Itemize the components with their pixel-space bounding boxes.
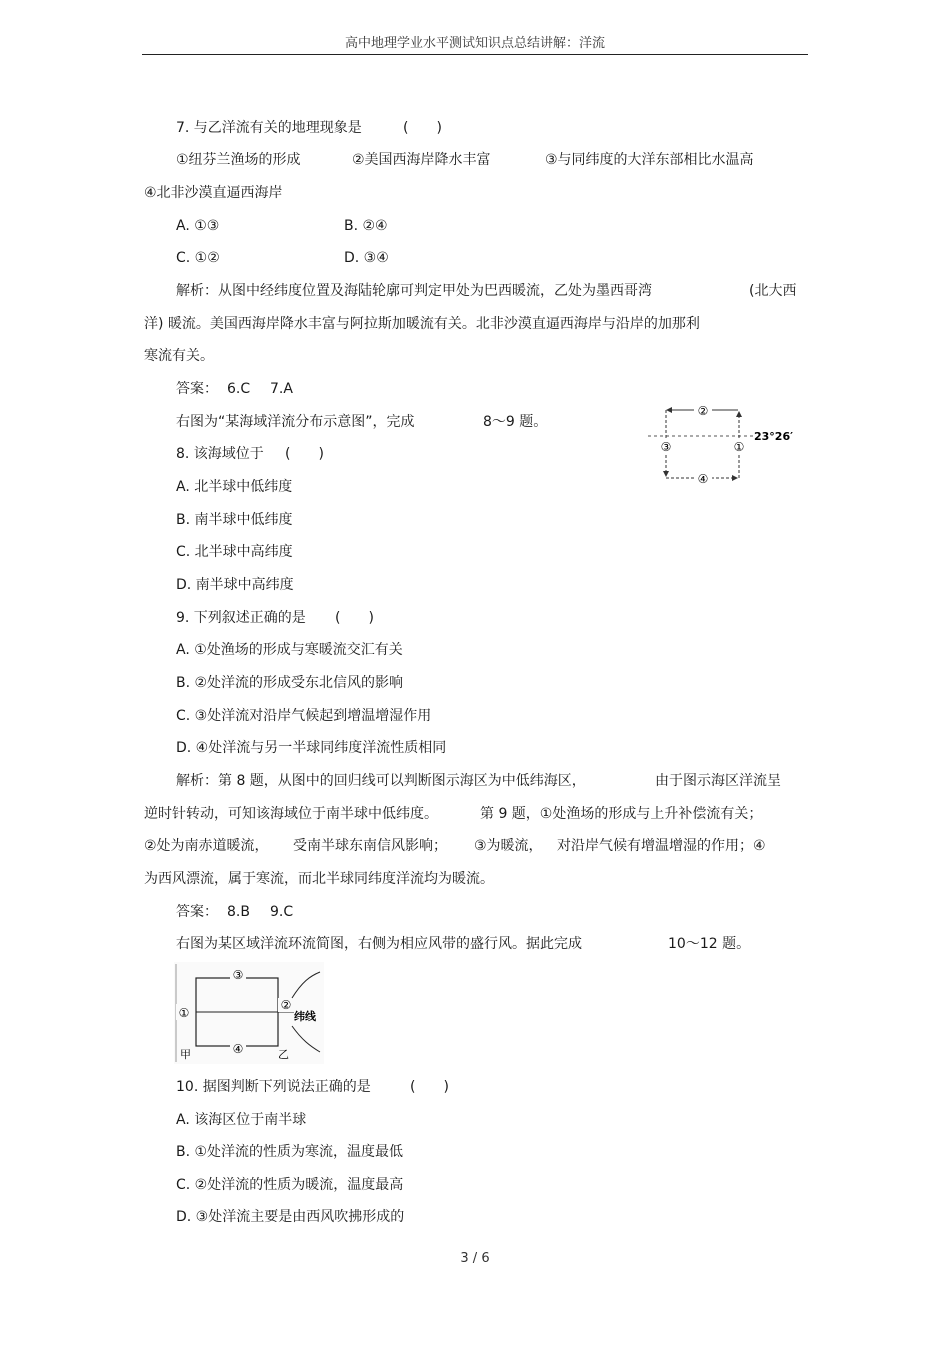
explanation-8-9-line-3b: 受南半球东南信风影响； [293,838,447,854]
q8-paren: ( ) [285,446,324,462]
ocean-gyre-diagram-2 [174,962,324,1064]
explanation-6-7-line-1: 解析：从图中经纬度位置及海陆轮廓可判定甲处为巴西暖流，乙处为墨西哥湾 [176,283,652,299]
q8-option-d: D. 南半球中高纬度 [176,577,294,593]
q7-statement-2: ②美国西海岸降水丰富 [352,152,491,168]
gyre-label-4: ④ [232,1042,244,1056]
q7-paren: ( ) [403,120,442,136]
current-4-label: ④ [697,472,709,486]
q10-option-a: A. 该海区位于南半球 [176,1112,307,1128]
q7-option-b: B. ②④ [344,218,388,234]
q9-option-a: A. ①处渔场的形成与寒暖流交汇有关 [176,642,403,658]
answer-9: 9.C [270,904,294,920]
current-2-label: ② [697,404,709,418]
explanation-8-9-line-2: 逆时针转动，可知该海域位于南半球中低纬度。 [144,806,438,822]
gyre-label-yi: 乙 [278,1048,289,1061]
q7-statement-4: ④北非沙漠直逼西海岸 [144,185,283,201]
current-3-label: ③ [660,440,672,454]
intro-10-12-range: 10～12 题。 [668,936,751,952]
q7-statement-3: ③与同纬度的大洋东部相比水温高 [545,152,754,168]
explanation-8-9-line-3c: ③为暖流， [474,838,543,854]
q9-option-b: B. ②处洋流的形成受东北信风的影响 [176,675,404,691]
q8-stem: 8. 该海域位于 [176,446,264,462]
q9-stem: 9. 下列叙述正确的是 [176,610,306,626]
explanation-8-9-line-3d: 对沿岸气候有增温增湿的作用；④ [557,838,766,854]
latitude-label: 23°26′ [754,430,794,443]
q10-option-d: D. ③处洋流主要是由西风吹拂形成的 [176,1209,405,1225]
answer-6: 6.C [227,381,251,397]
header-rule [142,54,808,55]
intro-8-9-range: 8～9 题。 [483,414,548,430]
intro-10-12: 右图为某区域洋流环流简图，右侧为相应风带的盛行风。据此完成 [176,936,582,952]
explanation-6-7-line-1-tail: (北大西 [749,283,797,299]
q7-option-d: D. ③④ [344,250,389,266]
q7-statement-1: ①纽芬兰渔场的形成 [176,152,301,168]
explanation-6-7-line-3: 寒流有关。 [144,348,214,364]
explanation-8-9-line-4: 为西风漂流，属于寒流，而北半球同纬度洋流均为暖流。 [144,871,494,887]
answer-7: 7.A [270,381,293,397]
intro-8-9: 右图为“某海域洋流分布示意图”，完成 [176,414,415,430]
latitude-text: 纬线 [294,1010,316,1023]
q10-paren: ( ) [410,1079,449,1095]
q10-option-c: C. ②处洋流的性质为暖流，温度最高 [176,1177,404,1193]
q9-option-d: D. ④处洋流与另一半球同纬度洋流性质相同 [176,740,447,756]
answer-6-7-label: 答案： [176,381,218,397]
gyre-label-3: ③ [232,968,244,982]
ocean-current-diagram-1 [646,402,806,490]
explanation-8-9-line-3a: ②处为南赤道暖流， [144,838,269,854]
q7-stem: 7. 与乙洋流有关的地理现象是 [176,120,362,136]
explanation-8-9-line-1: 解析：第 8 题，从图中的回归线可以判断图示海区为中低纬海区， [176,773,586,789]
gyre-label-jia: 甲 [180,1048,191,1061]
q9-option-c: C. ③处洋流对沿岸气候起到增温增湿作用 [176,708,432,724]
q10-option-b: B. ①处洋流的性质为寒流，温度最低 [176,1144,404,1160]
current-1-label: ① [733,440,745,454]
page-number: 3 / 6 [460,1251,490,1266]
answer-8-9-label: 答案： [176,904,218,920]
q7-option-c: C. ①② [176,250,220,266]
q7-option-a: A. ①③ [176,218,220,234]
q8-option-b: B. 南半球中低纬度 [176,512,293,528]
q8-option-a: A. 北半球中低纬度 [176,479,293,495]
explanation-8-9-line-2-tail: 第 9 题，①处渔场的形成与上升补偿流有关； [480,806,763,822]
q8-option-c: C. 北半球中高纬度 [176,544,293,560]
page-header: 高中地理学业水平测试知识点总结讲解：洋流 [344,36,605,51]
explanation-6-7-line-2: 洋) 暖流。美国西海岸降水丰富与阿拉斯加暖流有关。北非沙漠直逼西海岸与沿岸的加那利 [144,316,700,332]
explanation-8-9-line-1-tail: 由于图示海区洋流呈 [655,773,781,789]
gyre-label-1: ① [178,1006,190,1020]
q10-stem: 10. 据图判断下列说法正确的是 [176,1079,371,1095]
q9-paren: ( ) [335,610,374,626]
gyre-label-2: ② [280,998,292,1012]
answer-8: 8.B [227,904,250,920]
